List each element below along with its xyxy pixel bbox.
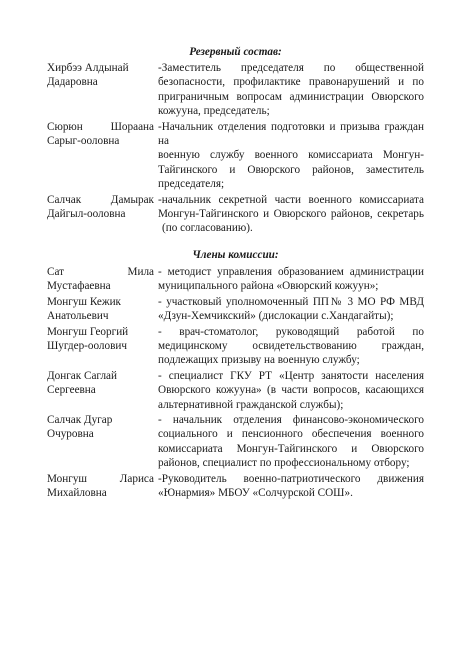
- member-name-line: Мустафаевна: [47, 280, 111, 293]
- member-description: [158, 120, 424, 192]
- member-desc-line: районов, специалист по профессиональному отбору;: [158, 457, 410, 470]
- member-name: [47, 295, 158, 324]
- member-name: [47, 193, 158, 236]
- commission-member-row: [47, 325, 424, 368]
- member-desc-line: Овюрского кожууна» (в части вопросов, касающихся: [158, 384, 424, 397]
- member-desc-line: «Юнармия» МБОУ «Солчурской СОШ».: [158, 486, 353, 499]
- member-name-line: Дадаровна: [47, 76, 98, 89]
- member-description: [158, 325, 424, 368]
- member-name: [47, 265, 158, 294]
- member-name-line: Донгак Саглай: [47, 369, 117, 382]
- member-desc-line: Тайгинского и Овюрского районов, заместитель: [158, 163, 424, 176]
- reserve-heading: Резервный состав:: [189, 46, 282, 58]
- member-desc-line: председателя;: [158, 178, 225, 191]
- member-name-line: Михайловна: [47, 486, 107, 499]
- member-desc-line: альтернативной гражданской службы);: [158, 398, 344, 411]
- member-description: [158, 413, 424, 471]
- member-desc-line: -Начальник отделения подготовки и призыва граждан на: [158, 120, 424, 148]
- member-description: [158, 193, 424, 236]
- member-description: [158, 295, 424, 324]
- member-description: [158, 472, 424, 501]
- member-name-line: Монгуш Кежик: [47, 295, 121, 308]
- commission-member-row: [47, 472, 424, 501]
- reserve-member-row: [47, 61, 424, 119]
- member-description: [158, 369, 424, 412]
- reserve-member-row: [47, 193, 424, 236]
- member-desc-line: социального и пенсионного обеспечения военного: [158, 428, 424, 441]
- commission-member-row: [47, 265, 424, 294]
- member-name: [47, 413, 158, 471]
- member-name-line: Шугдер-оолович: [47, 339, 127, 352]
- member-description: [158, 61, 424, 119]
- member-desc-line: муниципального района «Овюрский кожуун»;: [158, 280, 379, 293]
- member-desc-line: -начальник секретной части военного комиссариата: [158, 193, 424, 206]
- member-desc-line: подлежащих призыву на военную службу;: [158, 354, 360, 367]
- member-desc-line: -Руководитель военно-патриотического движения: [158, 472, 424, 485]
- member-name: [47, 325, 158, 368]
- member-desc-line: комиссариата Монгун-Тайгинского и Овюрского: [158, 442, 424, 455]
- document-content: [47, 44, 424, 501]
- member-name: [47, 472, 158, 501]
- member-desc-line: - методист управления образованием администрации: [158, 265, 424, 278]
- member-name-line: Хирбээ Алдынай: [47, 62, 129, 74]
- member-name-line: Салчак Дугар: [47, 413, 113, 426]
- member-desc-line: (по согласованию).: [162, 222, 253, 235]
- member-name-line: Дайгыл-ооловна: [47, 208, 126, 221]
- member-name-line: Сергеевна: [47, 384, 96, 397]
- member-desc-line: «Дзун-Хемчикский» (дислокации с.Хандагайты);: [158, 310, 394, 323]
- commission-member-row: [47, 295, 424, 324]
- member-name: [47, 61, 158, 119]
- member-desc-line: - участковый уполномоченный ПП№ 3 МО РФ МВД: [158, 295, 424, 308]
- member-desc-line: -Заместитель председателя по общественной: [158, 62, 424, 74]
- member-desc-line: приграничным вопросам администрации Овюрского: [158, 90, 424, 103]
- reserve-member-row: [47, 120, 424, 192]
- member-name-line: Монгуш Лариса: [47, 472, 154, 485]
- member-desc-line: военную службу военного комиссариата Монгун-: [158, 149, 424, 162]
- member-desc-line: - врач-стоматолог, руководящий работой по: [158, 325, 424, 338]
- member-desc-line: кожууна, председатель;: [158, 105, 270, 118]
- member-name-line: Сат Мила: [47, 265, 154, 278]
- commission-member-row: [47, 369, 424, 412]
- member-name-line: Салчак Дамырак: [47, 193, 154, 206]
- member-name-line: Монгуш Георгий: [47, 325, 129, 338]
- commission-member-row: [47, 413, 424, 471]
- member-description: [158, 265, 424, 294]
- member-name-line: Сюрюн Шораана: [47, 120, 154, 133]
- member-desc-line: - начальник отделения финансово-экономического: [158, 413, 424, 426]
- member-name: [47, 120, 158, 192]
- commission-heading: Члены комиссии:: [192, 248, 279, 261]
- member-desc-line: - специалист ГКУ РТ «Центр занятости населения: [158, 369, 424, 382]
- member-desc-line: Монгун-Тайгинского и Овюрского районов, секретарь: [158, 208, 424, 221]
- member-name-line: Сарыг-ооловна: [47, 135, 120, 148]
- member-name: [47, 369, 158, 412]
- member-name-line: Анатольевич: [47, 310, 109, 323]
- member-name-line: Очуровна: [47, 428, 94, 441]
- member-desc-line: безопасности, профилактике правонарушений и по: [158, 76, 424, 89]
- member-desc-line: медицинскому освидетельствованию граждан,: [158, 339, 424, 352]
